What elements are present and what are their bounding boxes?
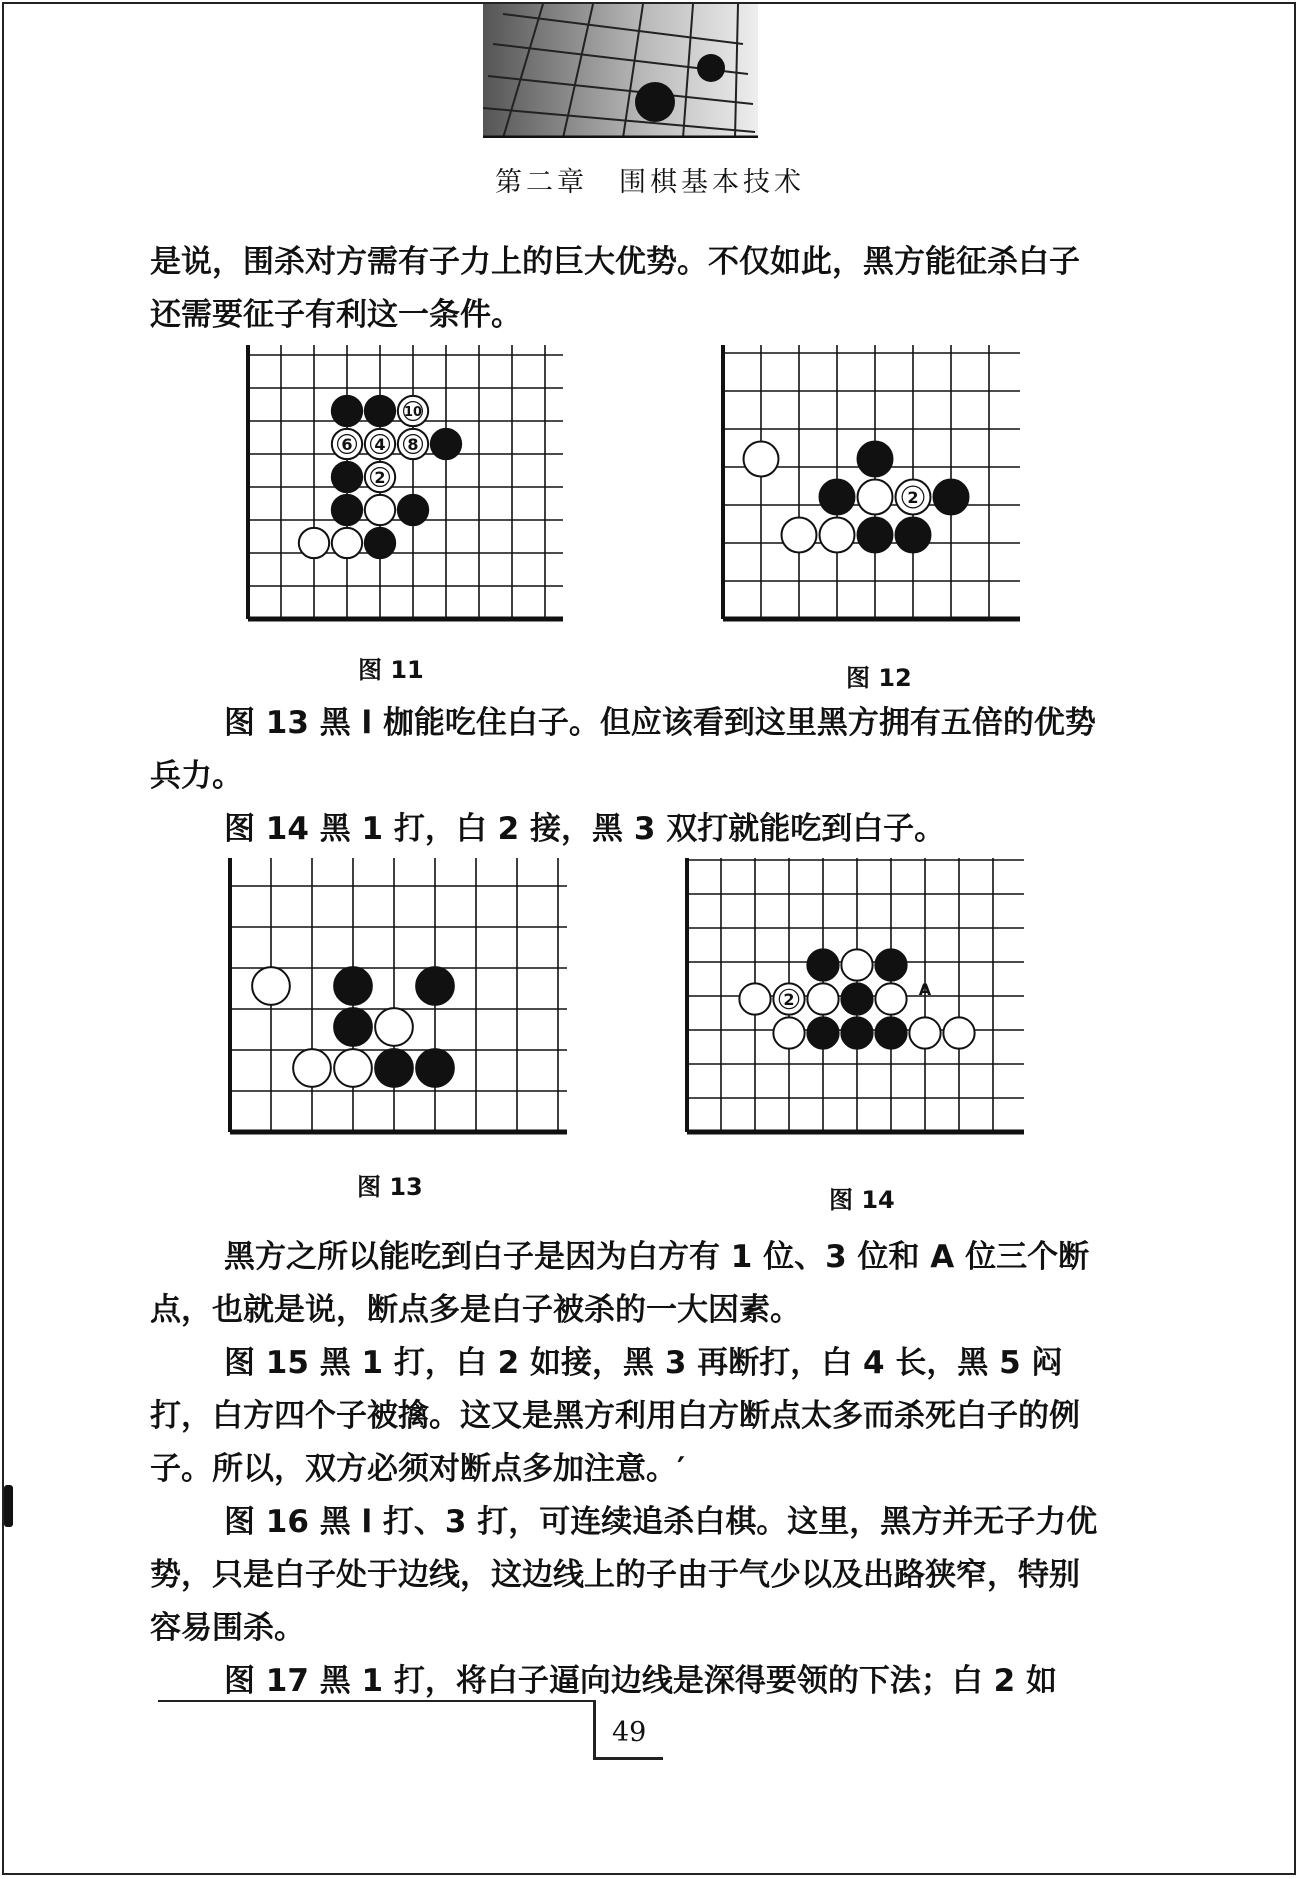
paragraph-figure-13: 图 13 黑 l 枷能吃住白子。但应该看到这里黑方拥有五倍的优势兵力。 <box>150 705 1096 794</box>
white-stone <box>739 983 770 1014</box>
black-stone <box>334 1008 372 1046</box>
black-stone <box>334 967 372 1005</box>
white-stone <box>332 429 362 459</box>
figure-11-caption: 图 11 <box>358 656 424 684</box>
white-stone <box>896 480 931 515</box>
white-stone <box>773 1017 804 1048</box>
board-grid <box>248 345 563 619</box>
white-stone <box>398 429 428 459</box>
black-stone <box>875 1017 906 1048</box>
white-stone <box>782 518 817 553</box>
footer-rule-under <box>593 1757 663 1760</box>
white-stone <box>807 983 838 1014</box>
go-board-figure-11 <box>243 345 563 625</box>
white-stone <box>365 462 395 492</box>
black-stone <box>875 949 906 980</box>
black-stone <box>332 462 362 492</box>
white-stone <box>365 429 395 459</box>
stone-number-label: 2 <box>374 468 386 487</box>
figure-13-caption: 图 13 <box>357 1173 423 1201</box>
go-board-figure-12 <box>720 345 1020 625</box>
white-stone <box>332 528 362 558</box>
black-stone <box>934 480 969 515</box>
footer-rule-vertical <box>593 1700 596 1760</box>
go-board-figure-13 <box>227 858 567 1138</box>
paragraph-intro: 是说，围杀对方需有子力上的巨大优势。不仅如此，黑方能征杀白子还需要征子有利这一条件。 <box>150 244 1080 333</box>
figure-12-caption: 图 12 <box>846 664 912 692</box>
paragraph-figure-15: 图 15 黑 1 打，白 2 如接，黑 3 再断打，白 4 长，黑 5 闷打，白方四个子被擒。这又是黑方利用白方断点太多而杀死白子的例子。所以，双方必须对断点多加注意。′ <box>150 1345 1080 1487</box>
white-stone <box>398 396 428 426</box>
chapter-header-art <box>483 4 758 138</box>
stone-number-label: 4 <box>374 435 386 454</box>
paragraph-figure-16: 图 16 黑 l 打、3 打，可连续追杀白棋。这里，黑方并无子力优势，只是白子处于边线，这边线上的子由于气少以及出路狭窄，特别容易围杀。 <box>150 1504 1098 1646</box>
stone-number-label: 2 <box>907 488 919 507</box>
white-stone <box>365 495 395 525</box>
black-stone <box>416 967 454 1005</box>
black-stone <box>807 1017 838 1048</box>
black-stone <box>332 495 362 525</box>
black-stone <box>841 1017 872 1048</box>
black-stone <box>858 442 893 477</box>
white-stone <box>744 442 779 477</box>
black-stone <box>820 480 855 515</box>
white-stone <box>875 983 906 1014</box>
paragraph-cut-points: 黑方之所以能吃到白子是因为白方有 1 位、3 位和 A 位三个断点，也就是说，断点多是白子被杀的一大因素。 <box>150 1239 1090 1328</box>
black-stone <box>365 528 395 558</box>
white-stone <box>820 518 855 553</box>
white-stone <box>299 528 329 558</box>
chapter-title: 第二章 围棋基本技术 <box>495 167 805 198</box>
stone-number-label: 6 <box>341 435 353 454</box>
paragraph-figure-14: 图 14 黑 1 打，白 2 接，黑 3 双打就能吃到白子。 <box>224 811 946 847</box>
white-stone <box>773 983 804 1014</box>
page-number: 49 <box>612 1717 647 1748</box>
paragraph-figure-17: 图 17 黑 1 打，将白子逼向边线是深得要领的下法；白 2 如 <box>224 1663 1058 1699</box>
figure-14-caption: 图 14 <box>829 1186 895 1214</box>
white-stone <box>841 949 872 980</box>
footer-rule <box>158 1700 593 1702</box>
stone-number-label: 10 <box>403 405 423 420</box>
white-stone <box>252 967 290 1005</box>
white-stone <box>943 1017 974 1048</box>
black-stone <box>332 396 362 426</box>
black-stone <box>375 1049 413 1087</box>
go-board-figure-14 <box>684 858 1024 1138</box>
black-stone <box>365 396 395 426</box>
black-stone <box>807 949 838 980</box>
point-marker-label: A <box>918 980 932 999</box>
white-stone <box>293 1049 331 1087</box>
black-stone <box>431 429 461 459</box>
white-stone <box>334 1049 372 1087</box>
black-stone <box>858 518 893 553</box>
scan-edge-mark <box>4 1485 13 1527</box>
white-stone <box>909 1017 940 1048</box>
white-stone <box>375 1008 413 1046</box>
black-stone <box>841 983 872 1014</box>
black-stone <box>416 1049 454 1087</box>
black-stone <box>896 518 931 553</box>
white-stone <box>858 480 893 515</box>
black-stone <box>398 495 428 525</box>
stone-number-label: 2 <box>783 990 795 1009</box>
stone-number-label: 8 <box>407 435 419 454</box>
